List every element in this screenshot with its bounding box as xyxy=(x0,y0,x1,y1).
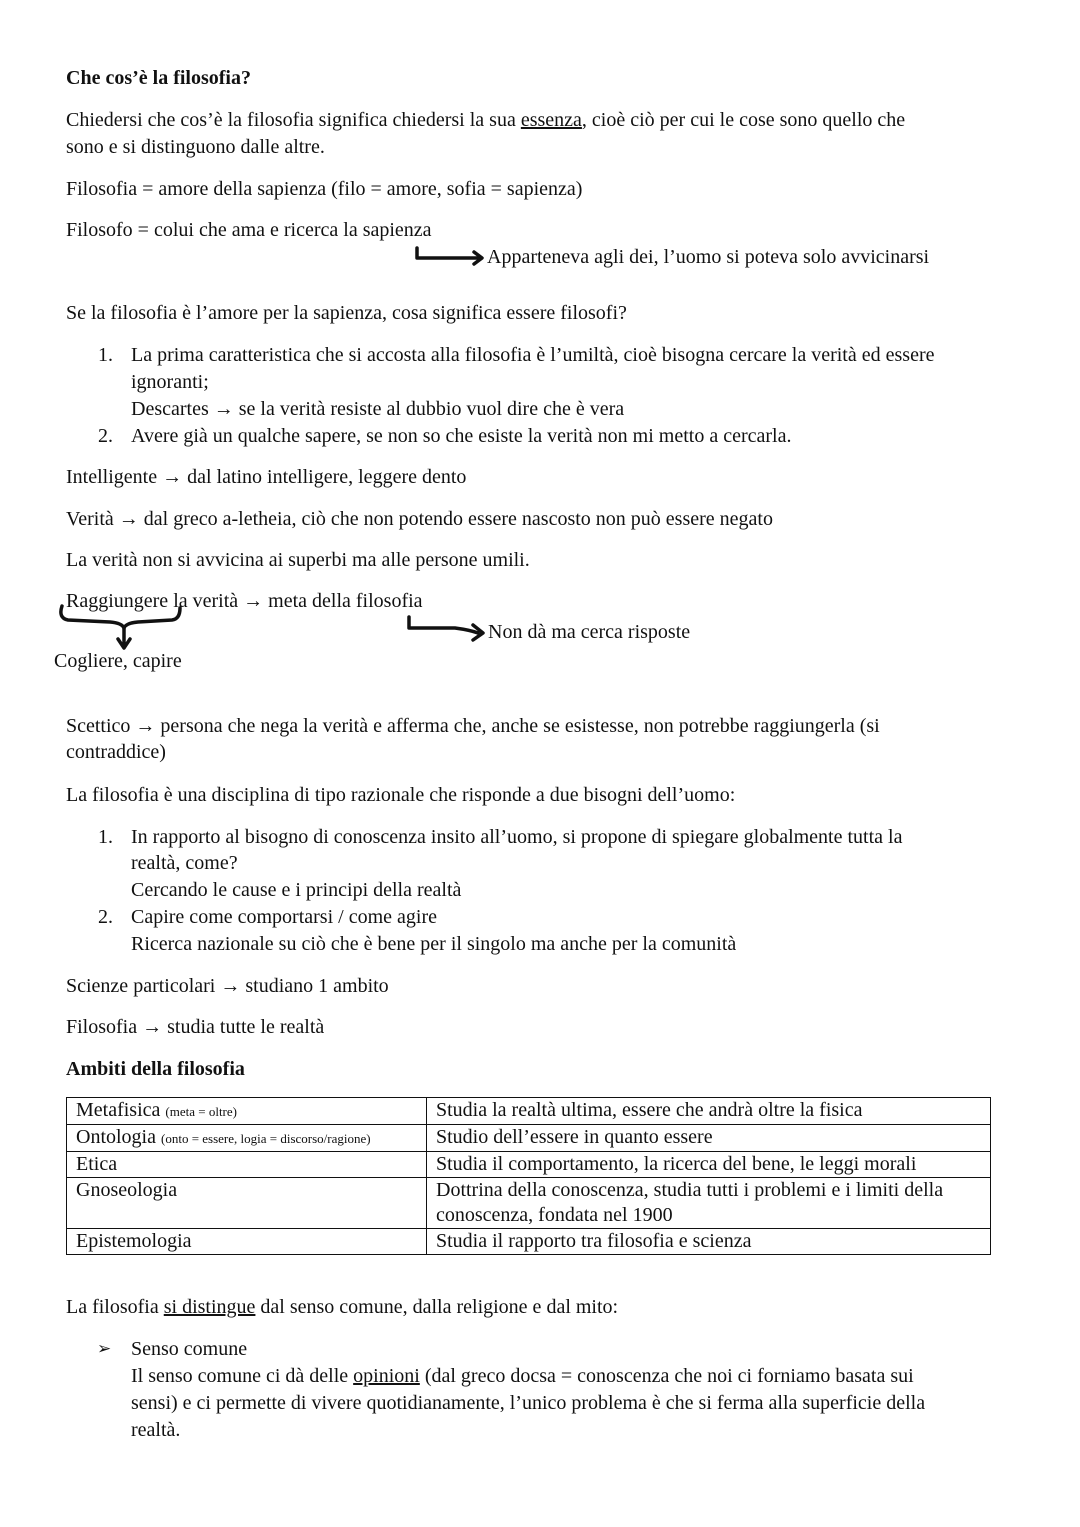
bracket-arrow-icon xyxy=(417,248,482,264)
ambito-name: Etica xyxy=(76,1153,118,1175)
ambito-description: Dottrina della conoscenza, studia tutti i problemi e i limiti della conoscenza, fondata nel 1900 xyxy=(427,1178,991,1229)
underlined-term: opinioni xyxy=(353,1365,420,1387)
ambiti-title: Ambiti della filosofia xyxy=(66,1058,245,1080)
def-filosofo: Filosofo = colui che ama e ricerca la sapienza xyxy=(66,219,432,241)
list2-item-1: In rapporto al bisogno di conoscenza insito all’uomo, si propone di spiegare globalmente tutta la xyxy=(131,826,903,848)
intro-line-2: sono e si distinguono dalle altre. xyxy=(66,136,325,158)
cogliere: Cogliere, capire xyxy=(54,650,182,672)
ambito-name: Metafisica xyxy=(76,1099,161,1121)
list1-item-1-descartes: Descartes → se la verità resiste al dubbio vuol dire che è vera xyxy=(131,398,625,420)
text: La filosofia xyxy=(66,1296,164,1318)
ambito-description: Studia il rapporto tra filosofia e scienza xyxy=(427,1229,991,1255)
list1-item-1: La prima caratteristica che si accosta alla filosofia è l’umiltà, cioè bisogna cercare la verità ed essere xyxy=(131,344,935,366)
senso-line-2: sensi) e ci permette di vivere quotidianamente, l’unico problema è che si ferma alla superficie della xyxy=(131,1392,926,1414)
def-filosofia: Filosofia = amore della sapienza (filo = amore, sofia = sapienza) xyxy=(66,178,583,200)
page-title: Che cos’è la filosofia? xyxy=(66,67,251,89)
ambito-note: (onto = essere, logia = discorso/ragione) xyxy=(161,1131,371,1146)
question: Se la filosofia è l’amore per la sapienza, cosa significa essere filosofi? xyxy=(66,302,627,324)
ambito-name: Ontologia xyxy=(76,1126,156,1148)
ambito-description: Studia il comportamento, la ricerca del bene, le leggi morali xyxy=(427,1152,991,1178)
scettico-line-2: contraddice) xyxy=(66,741,166,763)
note-risposte: Non dà ma cerca risposte xyxy=(488,621,691,643)
list2-item-1-cause: Cercando le cause e i principi della realtà xyxy=(131,879,462,901)
list2-item-1-cont: realtà, come? xyxy=(131,852,238,874)
senso-title: Senso comune xyxy=(131,1338,248,1360)
text: dal senso comune, dalla religione e dal mito: xyxy=(255,1296,619,1318)
disciplina: La filosofia è una disciplina di tipo razionale che risponde a due bisogni dell’uomo: xyxy=(66,784,736,806)
arrow-bullet-icon: ➢ xyxy=(97,1339,112,1359)
filosofia-tutte: Filosofia → studia tutte le realtà xyxy=(66,1016,325,1038)
ambito-name: Gnoseologia xyxy=(76,1179,178,1201)
down-arrow-icon xyxy=(118,628,130,648)
note-sapienza: Apparteneva agli dei, l’uomo si poteva solo avvicinarsi xyxy=(487,246,930,268)
verita: Verità → dal greco a-letheia, ciò che non potendo essere nascosto non può essere negato xyxy=(66,508,773,530)
text: (dal greco docsa = conoscenza che noi ci forniamo basata sui xyxy=(419,1365,914,1387)
raggiungere-word: Raggiungere xyxy=(66,590,169,612)
ambito-note: (meta = oltre) xyxy=(165,1104,237,1119)
list2-number-1: 1. xyxy=(98,826,113,848)
ambito-description: Studia la realtà ultima, essere che andrà oltre la fisica xyxy=(427,1098,991,1125)
list2-number-2: 2. xyxy=(98,906,113,928)
ambito-name: Epistemologia xyxy=(76,1230,192,1252)
scienze: Scienze particolari → studiano 1 ambito xyxy=(66,975,389,997)
text: Il senso comune ci dà delle xyxy=(131,1365,354,1387)
intelligente: Intelligente → dal latino intelligere, leggere dento xyxy=(66,466,467,488)
underlined-term: si distingue xyxy=(163,1296,256,1318)
list1-number-2: 2. xyxy=(98,425,113,447)
underlined-term: essenza xyxy=(520,109,582,131)
umili: La verità non si avvicina ai superbi ma alle persone umili. xyxy=(66,549,530,571)
text: la verità → meta della filosofia xyxy=(168,590,423,612)
text: , cioè ciò per cui le cose sono quello che xyxy=(581,109,906,131)
list2-item-2: Capire come comportarsi / come agire xyxy=(131,906,437,928)
list1-item-1-cont: ignoranti; xyxy=(131,371,209,393)
curly-brace-icon xyxy=(61,606,180,628)
senso-line-3: realtà. xyxy=(131,1419,181,1441)
list1-item-2: Avere già un qualche sapere, se non so che esiste la verità non mi metto a cercarla. xyxy=(131,425,792,447)
scettico-line-1: Scettico → persona che nega la verità e afferma che, anche se esistesse, non potrebbe raggiungerla (si xyxy=(66,715,880,737)
text: Chiedersi che cos’è la filosofia significa chiedersi la sua xyxy=(66,109,521,131)
ambito-description: Studio dell’essere in quanto essere xyxy=(427,1125,991,1152)
list2-item-2-cont: Ricerca nazionale su ciò che è bene per il singolo ma anche per la comunità xyxy=(131,933,737,955)
list1-number-1: 1. xyxy=(98,344,113,366)
bracket-arrow-icon xyxy=(409,617,483,640)
